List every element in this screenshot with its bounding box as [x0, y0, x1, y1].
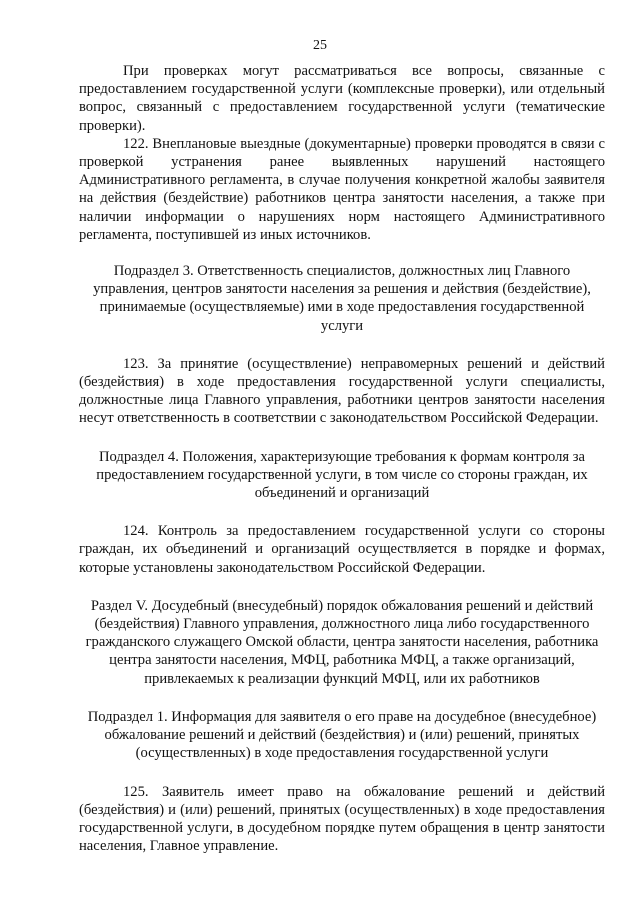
page-number: 25 [313, 38, 327, 53]
paragraph-122: 122. Внеплановые выездные (документарные) проверки проводятся в связи с проверкой устранения ранее выявленных нарушений настоящего Административного регламента, в случае получения конкретной жалобы заявителя на действия (бездействие) работников центра занятости населения, а также при наличии информации о нарушениях норм настоящего Административного регламента, поступившей из иных источников. [79, 135, 605, 243]
heading-subsection-1: Подраздел 1. Информация для заявителя о его праве на досудебное (внесудебное) обжалование решений и действий (бездействия) и (или) решений, принятых (осуществленных) в ходе предоставления государственной услуги [87, 708, 597, 762]
paragraph-inspection-scope: При проверках могут рассматриваться все вопросы, связанные с предоставлением государственной услуги (комплексные проверки), или отдельный вопрос, связанный с предоставлением государственной услуги (тематические проверки). [79, 63, 605, 134]
paragraph-125: 125. Заявитель имеет право на обжалование решений и действий (бездействия) и (или) решений, принятых (осуществленных) в ходе предоставления государственной услуги, в досудебном порядке путем обращения в центр занятости населения, Главное управление. [79, 783, 605, 855]
paragraph-123: 123. За принятие (осуществление) неправомерных решений и действий (бездействия) в ходе предоставления государственной услуги специалисты, должностные лица Главного управления, работники центров занятости населения несут ответственность в соответствии с законодательством Российской Федерации. [79, 355, 605, 427]
heading-subsection-3: Подраздел 3. Ответственность специалистов, должностных лиц Главного управления, центров занятости населения за решения и действия (бездействие), принимаемые (осуществляемые) ими в ходе предоставления государственной услуги [93, 263, 591, 334]
document-body [79, 62, 605, 855]
paragraph-124: 124. Контроль за предоставлением государственной услуги со стороны граждан, их объединений и организаций осуществляется в порядке и формах, которые установлены законодательством Российской Федерации. [79, 523, 605, 576]
heading-subsection-4: Подраздел 4. Положения, характеризующие требования к формам контроля за предоставлением государственной услуги, в том числе со стороны граждан, их объединений и организаций [96, 448, 588, 502]
heading-section-5: Раздел V. Досудебный (внесудебный) порядок обжалования решений и действий (бездействия) Главного управления, должностного лица либо государственного гражданского служащего Омской области, центра занятости населения, работника центра занятости населения, МФЦ, работника МФЦ, а также организаций, привлекаемых к реализации функций МФЦ, или их работников [85, 597, 599, 687]
